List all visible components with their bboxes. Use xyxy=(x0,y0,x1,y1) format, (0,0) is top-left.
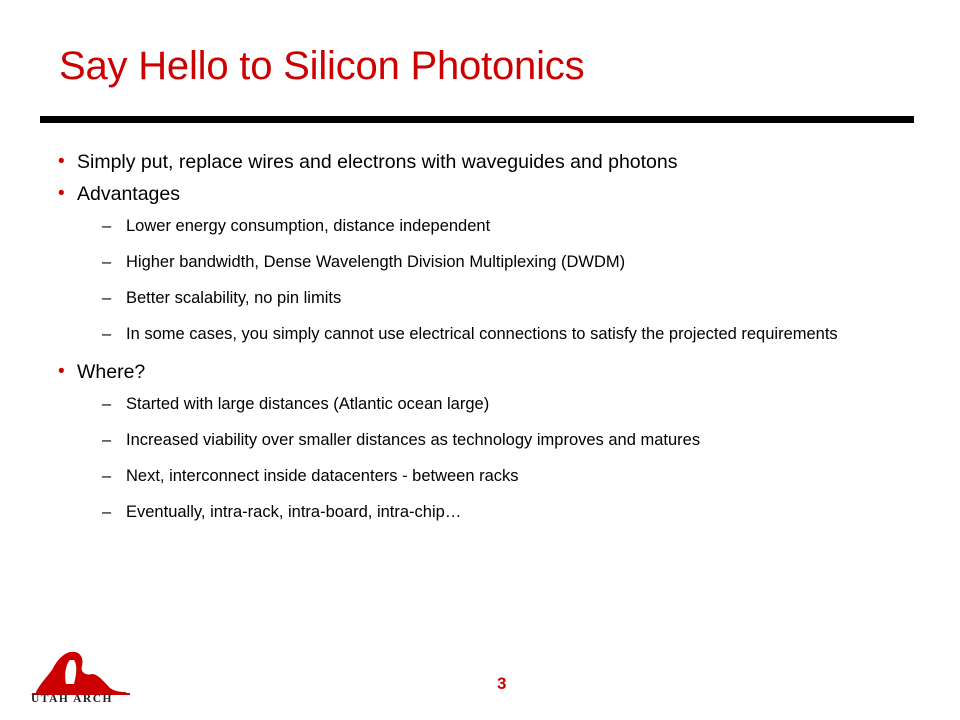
sub-bullet-text: Started with large distances (Atlantic ocean large) xyxy=(126,395,490,413)
sub-bullet-text: Next, interconnect inside datacenters - between racks xyxy=(126,467,519,485)
bullet-item xyxy=(58,148,918,176)
dash-icon: – xyxy=(102,217,112,235)
bullet-text: Advantages xyxy=(77,183,180,205)
bullet-text: Simply put, replace wires and electrons with waveguides and photons xyxy=(77,151,678,173)
dash-icon: – xyxy=(102,289,112,307)
sub-bullet-item xyxy=(58,212,918,240)
sub-bullet-text: Increased viability over smaller distances as technology improves and matures xyxy=(126,431,701,449)
dash-icon: – xyxy=(102,431,112,449)
bullet-item xyxy=(58,358,918,386)
logo-text: UTAH ARCH xyxy=(31,693,113,705)
bullet-dot-icon: • xyxy=(58,183,65,204)
sub-bullet-text: Eventually, intra-rack, intra-board, intra-chip… xyxy=(126,503,462,521)
dash-icon: – xyxy=(102,253,112,271)
sub-bullet-text: In some cases, you simply cannot use electrical connections to satisfy the projected requirements xyxy=(126,325,838,343)
dash-icon: – xyxy=(102,325,112,343)
dash-icon: – xyxy=(102,467,112,485)
sub-bullet-item xyxy=(58,462,918,490)
sub-bullet-item xyxy=(58,426,851,454)
bullet-dot-icon: • xyxy=(58,151,65,172)
sub-bullet-item xyxy=(58,248,918,276)
dash-icon: – xyxy=(102,503,112,521)
title-divider xyxy=(40,116,914,123)
bullet-text: Where? xyxy=(77,361,146,383)
page-number: 3 xyxy=(497,674,507,693)
sub-bullet-item xyxy=(58,498,918,526)
sub-bullet-text: Higher bandwidth, Dense Wavelength Division Multiplexing (DWDM) xyxy=(126,253,626,271)
sub-bullet-text: Better scalability, no pin limits xyxy=(126,289,342,307)
slide-title: Say Hello to Silicon Photonics xyxy=(59,44,585,88)
sub-bullet-item xyxy=(58,284,918,312)
sub-bullet-text: Lower energy consumption, distance independent xyxy=(126,217,491,235)
sub-bullet-item xyxy=(58,390,918,418)
bullet-item xyxy=(58,180,918,208)
sub-bullet-item xyxy=(58,320,846,348)
slide-body xyxy=(58,148,918,534)
bullet-dot-icon: • xyxy=(58,361,65,382)
dash-icon: – xyxy=(102,395,112,413)
